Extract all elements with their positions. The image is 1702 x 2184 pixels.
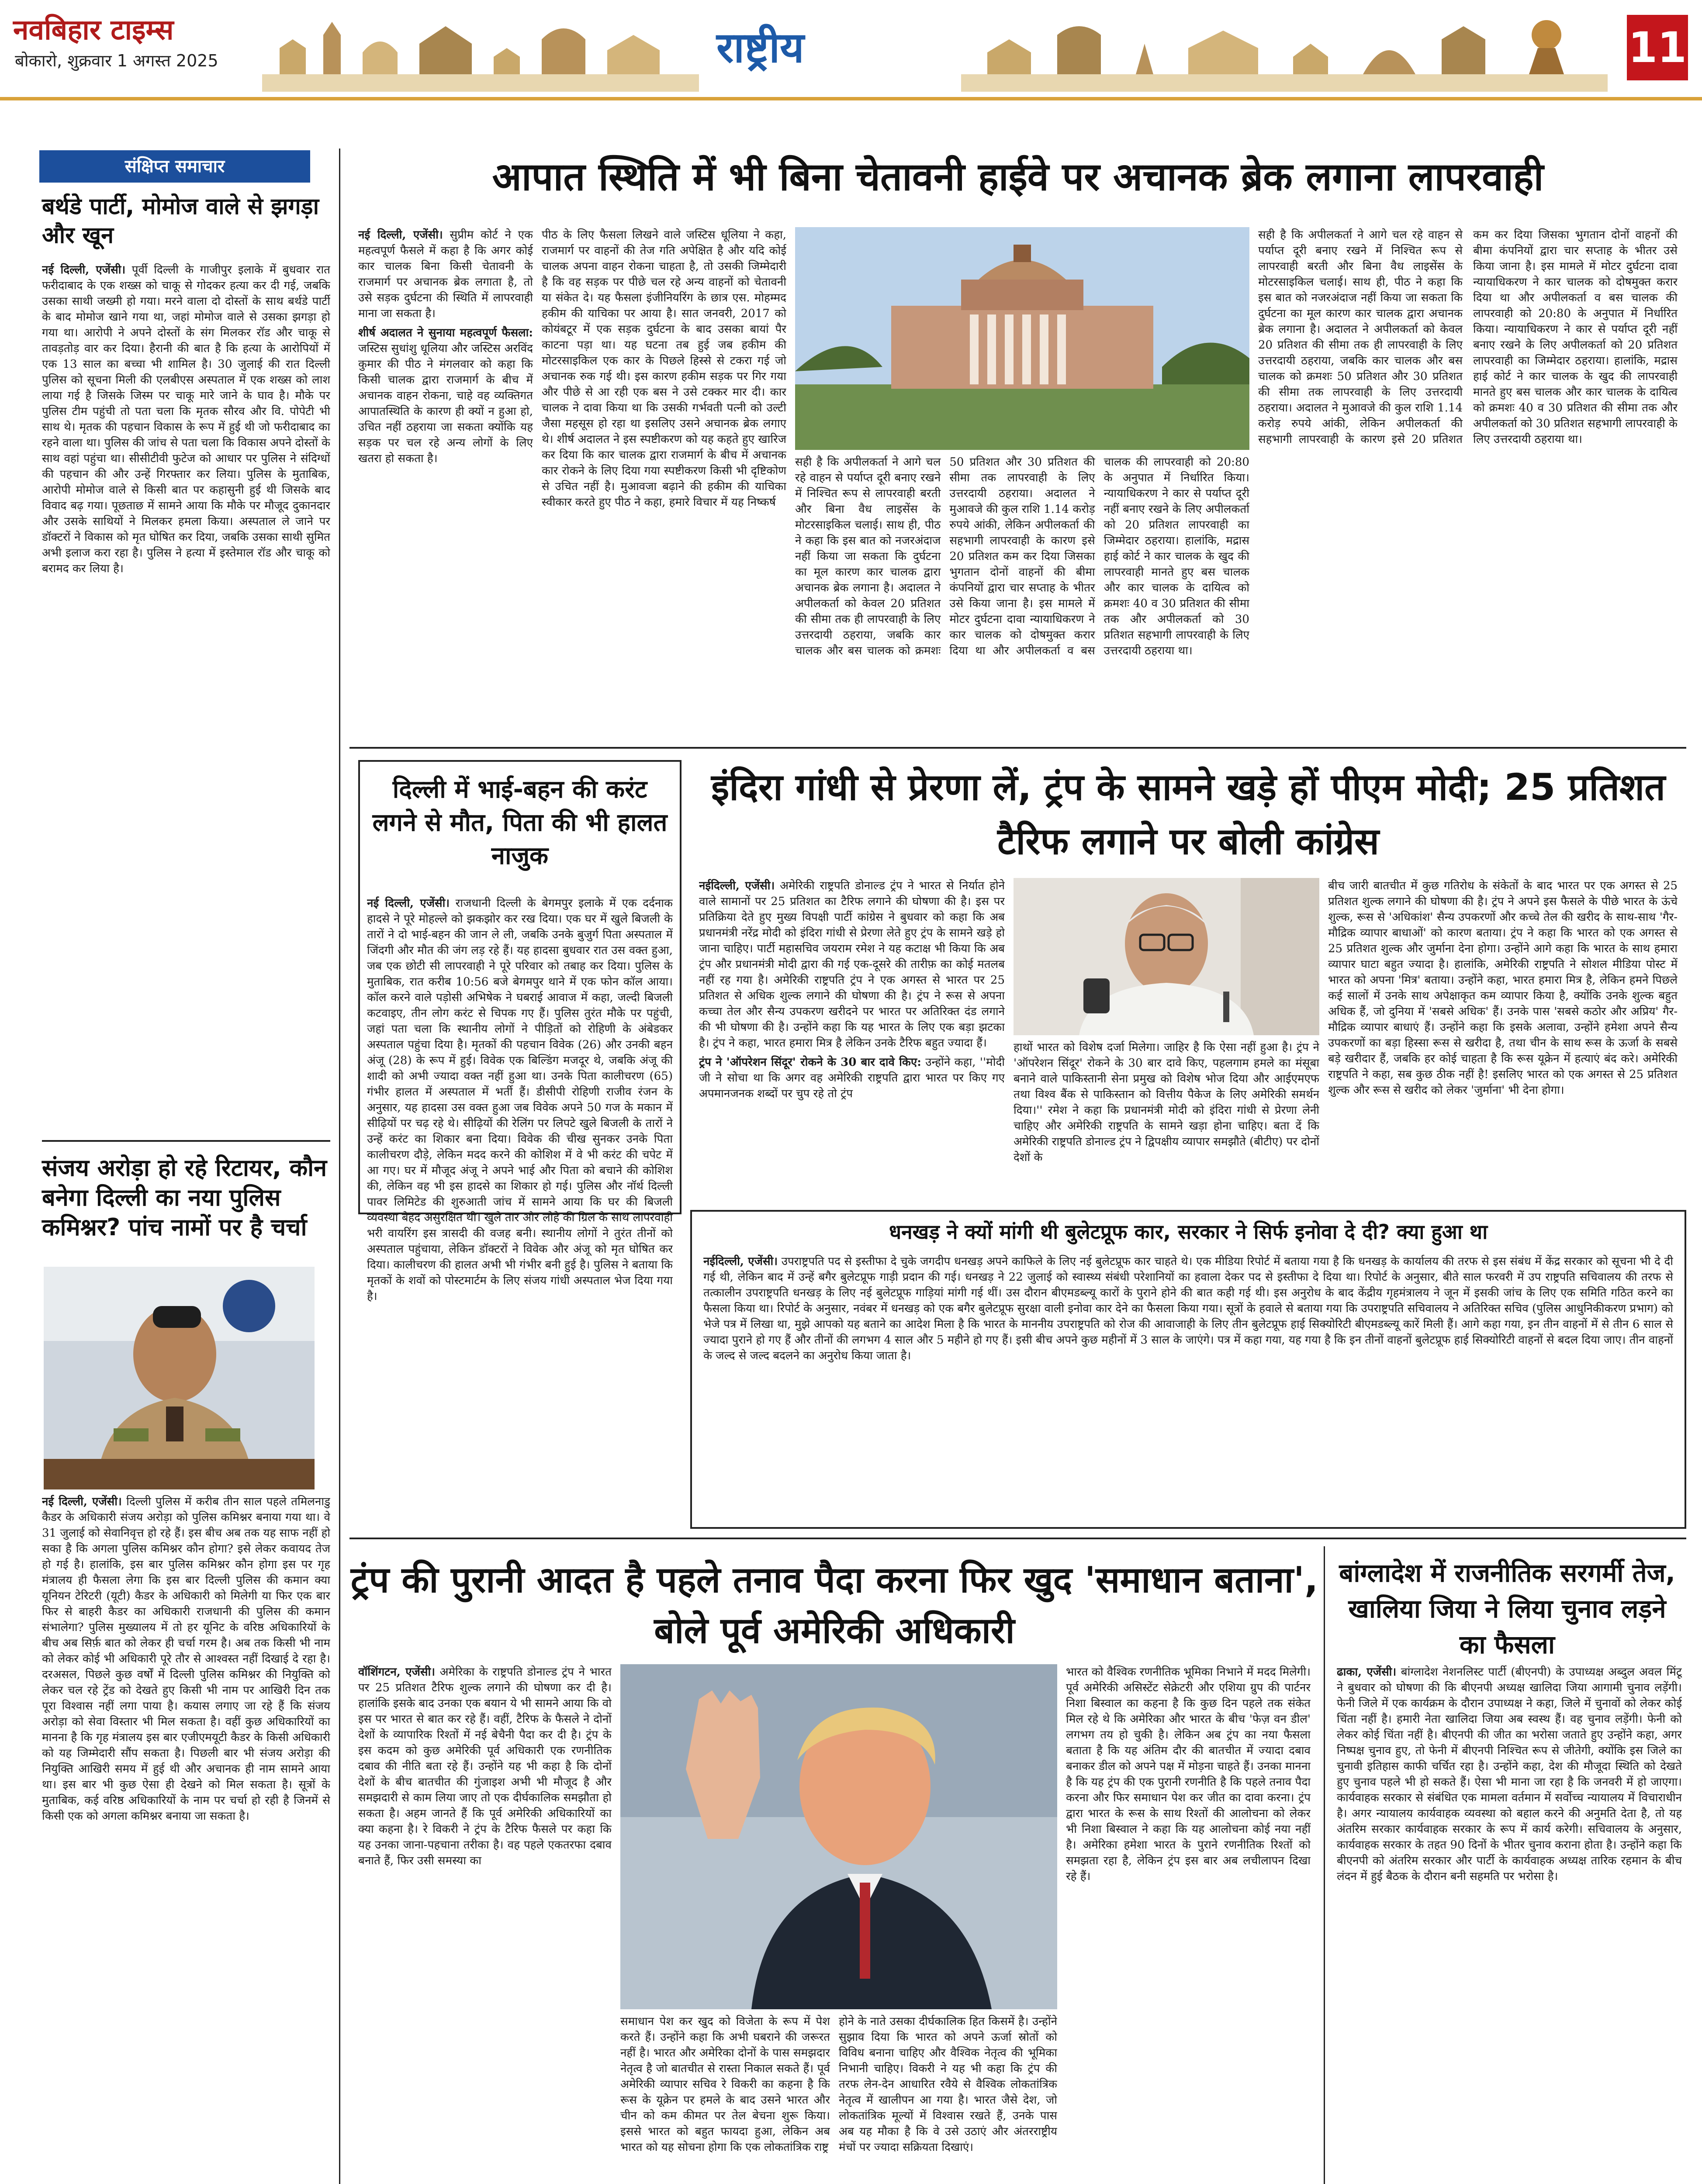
supreme-court-photo [795, 227, 1249, 450]
indira-body1: अमेरिकी राष्ट्रपति डोनाल्ड ट्रंप ने भारत से निर्यात होने वाले सामानों पर 25 प्रतिशत का टैरिफ लगाने की घोषणा की है। इस पर प्रतिक्रिया देते हुए मुख्य विपक्षी पार्टी कांग्रेस ने बुधवार को कहा कि अब प्रधानमंत्री नरेंद्र मोदी को इंदिरा गांधी से प्रेरणा लेते हुए ट्रंप के सामने खड़े हो जाना चाहिए। पार्टी महासचिव जयराम रमेश ने यह कटाक्ष भी किया कि अब ट्रंप और प्रधानमंत्री मोदी द्वारा की गई एक-दूसरे की तारीफ़ का कोई मतलब नहीं रह गया है। अमेरिकी राष्ट्रपति ट्रंप ने एक अगस्त से भारत पर 25 प्रतिशत से अधिक शुल्क लगाने की घोषणा की है। ट्रंप ने रूस से अपना कच्चा तेल और सैन्य उपकरण खरीदने पर भारत पर अतिरिक्त दंड लगाने की भी घोषणा की है। उन्होंने कहा कि यह भारत के लिए एक बड़ा झटका है। ट्रंप ने कहा, भारत हमारा मित्र है लेकिन उनके टैरिफ बहुत ज्यादा हैं। [699, 879, 1005, 1050]
indira-dateline: नईदिल्ली, एजेंसी। [699, 879, 775, 892]
bangladesh-dateline: ढाका, एजेंसी। [1337, 1666, 1397, 1679]
indira-col3 [1328, 878, 1678, 1192]
brief2-headline: संजय अरोड़ा हो रहे रिटायर, कौन बनेगा दिल्ली का नया पुलिस कमिश्नर? पांच नामों पर है चर्चा [42, 1154, 327, 1241]
delhi-text: राजधानी दिल्ली के बेगमपुर इलाके में एक दर्दनाक हादसे ने पूरे मोहल्ले को झकझोर कर रख दिया। एक घर में खुले बिजली के तारों ने दो भाई-बहन की जान ले ली, जबकि उनके बुजुर्ग पिता अस्पताल में जिंदगी और मौत की जंग लड़ रहे हैं। यह हादसा बुधवार रात उस वक्त हुआ, जब एक छोटी सी लापरवाही ने पूरे परिवार को तबाह कर दिया। पुलिस के मुताबिक, रात करीब 10:56 बजे बेगमपुर थाने में एक फोन कॉल आया। कॉल करने वाले पड़ोसी अभिषेक ने घबराई आवाज में कहा, जल्दी बिजली कटवाइए, तीन लोग करंट से चिपक गए हैं। पुलिस तुरंत मौके पर पहुंची, जहां पता चला कि स्थानीय लोगों ने पीड़ितों को रोहिणी के अंबेडकर अस्पताल पहुंचा दिया है। मृतकों की पहचान विवेक (26) और उनकी बहन अंजू (28) के रूप में हुई। विवेक एक बिल्डिंग मजदूर थे, जबकि अंजू की शादी को अभी ज्यादा वक्त नहीं हुआ था। उनके पिता कालीचरण (65) गंभीर हालत में अस्पताल में भर्ती हैं। डीसीपी रोहिणी राजीव रंजन के अनुसार, यह हादसा उस वक्त हुआ जब विवेक अपने 50 गज के मकान में सीढ़ियों पर चढ़ रहे थे। सीढ़ियों की रेलिंग पर लिपटे खुले बिजली के तारों ने उन्हें करंट का शिकार बना दिया। विवेक की चीख सुनकर उनके पिता कालीचरण दौड़े, लेकिन मदद करने की कोशिश में वे भी करंट की चपेट में आ गए। घर में मौजूद अंजू ने अपने भाई और पिता को बचाने की कोशिश की, लेकिन वह भी इस हादसे का शिकार हो गई। पुलिस और नॉर्थ दिल्ली पावर लिमिटेड की शुरुआती जांच में सामने आया कि घर की बिजली व्यवस्था बेहद असुरक्षित थी। खुले तार और लोहे की ग्रिल के साथ लापरवाही भरी वायरिंग इस त्रासदी की वजह बनी। स्थानीय लोगों ने तुरंत तीनों को अस्पताल पहुंचाया, लेकिन डॉक्टरों ने विवेक और अंजू को मृत घोषित कर दिया। कालीचरण की हालत अभी भी गंभीर बनी हुई है। पुलिस ने बताया कि मृतकों के शवों को पोस्टमार्टम के लिए संजय गांधी अस्पताल भेज दिया गया है। [367, 897, 673, 1303]
main-col4 [1258, 227, 1678, 738]
page-number: 11 [1627, 15, 1688, 80]
brief2-body [42, 1494, 330, 2184]
divider [349, 1538, 1686, 1539]
heritage-illustration [262, 9, 699, 92]
bangladesh-body [1337, 1664, 1682, 2184]
section-title: राष्ट्रीय [716, 23, 804, 72]
brief1-text: पूर्वी दिल्ली के गाजीपुर इलाके में बुधवार रात फरीदाबाद के एक शख्स को चाकू से गोदकर हत्या कर दी गई, जबकि उसका साथी जख्मी हो गया। मरने वाला दो दोस्तों के साथ बर्थडे पार्टी के बाद मोमोज खाने गया था, जहां मोमोज वाले से उसका झगड़ा हो गया था। आरोपी ने अपने दोस्तों के संग मिलकर रॉड और चाकू से तावड़तोड़ वार कर दिया। हैरानी की बात है कि हत्या के आरोपियों में एक 13 साल का बच्चा भी शामिल है। 30 जुलाई की रात दिल्ली पुलिस को सूचना मिली की एलबीएस अस्पताल में एक शख्स को लाश लाया गई है जिसके जिस्म पर चाकू मारे जाने के घाव है। मौके पर पुलिस टीम पहुंची तो पता चला कि मृतक सौरव और वि. पोपेटी भी साथ थे। मृतक की पहचान विकास के रूप में हुई थी जो फरीदाबाद का रहने वाला था। पुलिस की जांच से पता चला कि विकास अपने दोस्तों के साथ वहां पहुंचा था। सीसीटीवी फुटेज को आधार पर पुलिस ने संदिग्धों की पहचान की और उन्हें गिरफ्तार कर लिया। पुलिस के मुताबिक, आरोपी मोमोज वाले से किसी बात पर कहासुनी हुई थी जिसके बाद विवाद बढ़ गया। पूछताछ में सामने आया कि मौके पर मौजूद दुकानदार और उसके साथियों ने मिलकर हमला किया। अस्पताल ले जाने पर डॉक्टरों ने विकास को मृत घोषित कर दिया, जबकि उसका साथी सुमित अभी इलाज करा रहा है। पुलिस ने हत्या में इस्तेमाल रॉड और चाकू को बरामद कर लिया है। [42, 263, 330, 575]
indira-col1 [699, 878, 1005, 1192]
trump-body1: अमेरिका के राष्ट्रपति डोनाल्ड ट्रंप ने भारत पर 25 प्रतिशत टैरिफ शुल्क लगाने की घोषणा कर दी है। हालांकि इसके बाद उनका एक बयान ये भी सामने आया कि वो इस पर भारत से बात कर रहे हैं। वहीं, टैरिफ के फैसले ने दोनों देशों के व्यापारिक रिश्तों में नई बेचैनी पैदा कर दी है। ट्रंप के इस कदम को कुछ अमेरिकी पूर्व अधिकारी एक रणनीतिक दबाव की नीति बता रहे हैं। उन्होंने यह भी कहा है कि दोनों देशों के बीच बातचीत की गुंजाइश अभी भी मौजूद है और समझदारी से काम लिया जाए तो एक दीर्घकालिक समझौता हो सकता है। अहम जानते हैं कि पूर्व अमेरिकी अधिकारियों का क्या कहना है। रे विकरी ने ट्रंप के टैरिफ फैसले पर कहा कि यह उनका जाना-पहचाना तरीका है। वह पहले एकतरफा दबाव बनाते हैं, फिर उसी समस्या का [358, 1666, 612, 1867]
main-body3: पीठ के लिए फैसला लिखने वाले जस्टिस धूलिया ने कहा, राजमार्ग पर वाहनों की तेज गति अपेक्षित है और यदि कोई चालक अपना वाहन रोकना चाहता है, तो उसकी जिम्मेदारी है कि वह सड़क पर पीछे चल रहे अन्य वाहनों को चेतावनी या संकेत दे। यह फैसला इंजीनियरिंग के छात्र एस. मोहम्मद हकीम की याचिका पर आया है। सात जनवरी, 2017 को कोयंबटूर में एक सड़क दुर्घटना के बाद उसका बायां पैर काटना पड़ा था। यह घटना तब हुई जब हकीम की मोटरसाइकिल एक कार के पिछले हिस्से से टकरा गई जो अचानक रुक गई थी। इस कारण हकीम सड़क पर गिर गया और पीछे से आ रही एक बस ने उसे टक्कर मार दी। कार चालक ने दावा किया था कि उसकी गर्भवती पत्नी को उल्टी जैसा महसूस हो रहा था इसलिए उसने अचानक ब्रेक लगाए थे। शीर्ष अदालत ने इस स्पष्टीकरण को यह कहते हुए खारिज कर दिया कि कार चालक द्वारा राजमार्ग के बीच में अचानक कार रोकने के लिए दिया गया स्पष्टीकरण किसी भी दृष्टिकोण से उचित नहीं है। मुआवजा बढ़ाने की हकीम की याचिका स्वीकार करते हुए पीठ ने कहा, हमारे विचार में यह निष्कर्ष [542, 228, 786, 509]
brief1-body [42, 262, 330, 1136]
delhi-headline: दिल्ली में भाई-बहन की करंट लगने से मौत, पिता की भी हालत नाजुक [372, 775, 668, 870]
indira-body4: बीच जारी बातचीत में कुछ गतिरोध के संकेतों के बाद भारत पर एक अगस्त से 25 प्रतिशत शुल्क लगाने की घोषणा की है। ट्रंप ने अपने इस फैसले के पीछे भारत के ऊंचे शुल्क, रूस से 'अधिकांश' सैन्य उपकरणों और कच्चे तेल की खरीद के साथ-साथ 'गैर-मौद्रिक व्यापार बाधाओं' को कारण बताया। ट्रंप ने कहा कि भारत को एक अगस्त से 25 प्रतिशत शुल्क और जुर्माना देना होगा। उन्होंने आगे कहा कि भारत के साथ हमारा व्यापार घाटा बहुत ज्यादा है। हालांकि, अमेरिकी राष्ट्रपति ने सोशल मीडिया पोस्ट में भारत को अपना 'मित्र' बताया। उन्होंने कहा, भारत हमारा मित्र है, लेकिन हमने पिछले कई सालों में उनके साथ अपेक्षाकृत कम व्यापार किया है, क्योंकि उनके शुल्क बहुत अधिक हैं, जो दुनिया में 'सबसे अधिक' हैं। उनके पास 'सबसे कठोर और अप्रिय' गैर-मौद्रिक व्यापार बाधाएं हैं। उन्होंने कहा कि इसके अलावा, उन्होंने हमेशा अपने सैन्य उपकरणों का बड़ा हिस्सा रूस से खरीदा है, तथा चीन के साथ रूस के ऊर्जा के सबसे बड़े खरीदार हैं, जबकि हर कोई चाहता है कि रूस यूक्रेन में हत्याएं बंद करे। अमेरिकी राष्ट्रपति ने कहा, सब कुछ ठीक नहीं है! इसलिए भारत को एक अगस्त से 25 प्रतिशत शुल्क और रूस से खरीद को लेकर 'जुर्माना' भी देना होगा। [1328, 879, 1678, 1097]
donald-trump-photo [620, 1664, 1057, 2009]
trump-body4: भारत को वैश्विक रणनीतिक भूमिका निभाने में मदद मिलेगी। पूर्व अमेरिकी असिस्टेंट सेक्रेटरी और एशिया ग्रुप की पार्टनर निशा बिस्वाल का कहना है कि कुछ दिन पहले तक संकेत मिल रहे थे कि अमेरिका और भारत के बीच 'फेज़ वन डील' लगभग तय हो चुकी है। लेकिन अब ट्रंप का नया फैसला बताता है कि यह अंतिम दौर की बातचीत में ज्यादा दबाव बनाकर डील को अपने पक्ष में मोड़ना चाहते हैं। उनका मानना है कि यह ट्रंप की एक पुरानी रणनीति है कि पहले तनाव पैदा करना और फिर समाधान पेश कर जीत का दावा करना। ट्रंप द्वारा भारत के रूस के साथ रिश्तों की आलोचना को लेकर भी निशा बिस्वाल ने कहा कि यह आलोचना कोई नया नहीं है। अमेरिका हमेशा भारत के पुराने रणनीतिक रिश्तों को समझता रहा है, लेकिन ट्रंप इस बार अब लचीलापन दिखा रहे हैं। [1066, 1666, 1311, 1883]
trump-col2 [620, 2014, 830, 2184]
dhankhar-dateline: नईदिल्ली, एजेंसी। [703, 1255, 778, 1268]
jairam-ramesh-photo [1014, 878, 1319, 1035]
newspaper-logo: नवबिहार टाइम्स [13, 14, 174, 46]
main-dateline: नई दिल्ली, एजेंसी। [358, 228, 443, 242]
main-subhead: शीर्ष अदालत ने सुनाया महत्वपूर्ण फैसला: [358, 326, 533, 339]
dhankhar-text: उपराष्ट्रपति पद से इस्तीफा दे चुके जगदीप धनखड़ अपने काफिले के लिए नई बुलेटप्रूफ कार चाहते थे। एक मीडिया रिपोर्ट में बताया गया है कि धनखड़ के कार्यालय की तरफ से इस संबंध में केंद्र सरकार को सूचना भी दे दी गई थी, लेकिन बाद में उन्हें बगैर बुलेटप्रूफ गाड़ी प्रदान की गई। धनखड़ ने 22 जुलाई को स्वास्थ्य संबंधी परेशानियों का हवाला देकर पद से इस्तीफा दे दिया था। रिपोर्ट के अनुसार, बीते साल फरवरी में उप राष्ट्रपति सचिवालय की तरफ से तत्कालीन उपराष्ट्रपति धनखड़ के लिए नई बुलेटप्रूफ गाड़ियां मांगी गई थीं। उस दौरान बीएमडब्ल्यू कारों के पुराने होने की बात कही गई थी। इस अनुरोध के बाद केंद्रीय गृहमंत्रालय ने जून में इसकी जांच के लिए एक समिति गठित करने का फैसला किया था। रिपोर्ट के अनुसार, नवंबर में धनखड़ को एक बगैर बुलेटप्रूफ सुरक्षा वाली इनोवा कार देने का फैसला किया गया। सूत्रों के हवाले से बताया गया कि उपराष्ट्रपति सचिवालय ने अतिरिक्त सचिव (पुलिस आधुनिकीकरण प्रभाग) को भेजे पत्र में लिखा था, मुझे आपको यह बताने का आदेश मिला है कि भारत के माननीय उपराष्ट्रपति को रोज की आवाजाही के लिए तीन बुलेटप्रूफ हाई सिक्योरिटी बीएमडब्ल्यू कारें मिली हैं। आगे कहा गया, इन तीन वाहनों में से तीन 6 साल से ज्यादा पुराने हो गए हैं और तीनों की लगभग 4 साल और 5 महीने हो गए हैं। इसी बीच अपने कुछ महीनों में 3 साल के जाएंगे। पत्र में कहा गया, यह गया है कि इन तीनों वाहनों बुलेटप्रूफ हाई सिक्योरिटी वाहनों से बदल दिया जाए। तीन वाहनों के जल्द से जल्द बदलने का अनुरोध किया जाता है। [703, 1255, 1673, 1362]
brief1-dateline: नई दिल्ली, एजेंसी। [42, 263, 126, 276]
brief-section-header: संक्षिप्त समाचार [39, 150, 310, 183]
main-headline: आपात स्थिति में भी बिना चेतावनी हाईवे पर अचानक ब्रेक लगाना लापरवाही [492, 154, 1544, 199]
trump-dateline: वॉशिंगटन, एजेंसी। [358, 1666, 436, 1679]
dhankhar-headline: धनखड़ ने क्यों मांगी थी बुलेटप्रूफ कार, सरकार ने सिर्फ इनोवा दे दी? क्या हुआ था [889, 1220, 1488, 1244]
indira-col2 [1014, 1040, 1319, 1192]
brief2-text: दिल्ली पुलिस में करीब तीन साल पहले तमिलनाडु कैडर के अधिकारी संजय अरोड़ा को पुलिस कमिश्नर बनाया गया था। वे 31 जुलाई को सेवानिवृत्त हो रहे हैं। इस बीच अब तक यह साफ नहीं हो सका है कि अगला पुलिस कमिश्नर कौन होगा? इसे लेकर कवायद तेज हो गई है। हालांकि, इस बार पुलिस कमिश्नर कौन होगा इस पर गृह मंत्रालय ही फैसला लेगा कि इस बार दिल्ली पुलिस की कमान क्या यूनियन टेरिटरी (यूटी) कैडर के अधिकारी को मिलेगी या फिर एक बार फिर से बाहरी कैडर का अधिकारी राजधानी की पुलिस की कमान संभालेगा? पुलिस मुख्यालय में तो हर यूनिट के वरिष्ठ अधिकारियों के बीच अब सिर्फ़ बात को लेकर ही चर्चा गरम है। अब तक किसी भी नाम को लेकर कोई भी अधिकारी पूरे तौर से आश्वस्त नहीं दिखाई दे रहा है। दरअसल, पिछले कुछ वर्षों में दिल्ली पुलिस कमिश्नर की नियुक्ति को लेकर चल रहे ट्रेंड को देखते हुए किसी भी नाम पर आखिरी दिन तक पूरा विश्वास नहीं लगा पाया है। कयास लगाए जा रहे हैं कि संजय अरोड़ा को सेवा विस्तार भी मिल सकता है। वहीं कुछ अधिकारियों का मानना है कि गृह मंत्रालय इस बार एजीएमयूटी कैडर के किसी अधिकारी को यह जिम्मेदारी सौंप सकता है। पिछली बार भी संजय अरोड़ा की नियुक्ति आखिरी समय में हुई थी और अचानक ही नाम सामने आया था। इस बार भी कुछ ऐसा ही देखने को मिल सकता है। सूत्रों के मुताबिक, कई वरिष्ठ अधिकारियों के नाम पर चर्चा हो रही है जिनमें से किसी एक को अगला कमिश्नर बनाया जा सकता है। [42, 1495, 330, 1823]
trump-body3: होने के नाते उसका दीर्घकालिक हित किसमें है। उन्होंने सुझाव दिया कि भारत को अपने ऊर्जा स्रोतों को विविध बनाना चाहिए और वैश्विक नेतृत्व की भूमिका निभानी चाहिए। विकरी ने यह भी कहा कि ट्रंप की तरफ लेन-देन आधारित रवैये से वैश्विक लोकतांत्रिक नेतृत्व में खालीपन आ गया है। भारत जैसे देश, जो लोकतांत्रिक मूल्यों में विश्वास रखते हैं, उनके पास अब यह मौका है कि वे उसे उठाएं और अंतरराष्ट्रीय मंचों पर ज्यादा सक्रियता दिखाएं। [839, 2015, 1057, 2154]
indira-headline: इंदिरा गांधी से प्रेरणा लें, ट्रंप के सामने खड़े हों पीएम मोदी; 25 प्रतिशत टैरिफ लगाने पर बोली कांग्रेस [711, 766, 1666, 863]
main-body2: जस्टिस सुधांशु धूलिया और जस्टिस अरविंद कुमार की पीठ ने मंगलवार को कहा कि किसी चालक द्वारा राजमार्ग के बीच में अचानक वाहन रोकना, चाहे वह व्यक्तिगत आपातस्थिति के कारण ही क्यों न हुआ हो, उचित नहीं ठहराया जा सकता क्योंकि यह सड़क पर चल रहे अन्य लोगों के लिए खतरा हो सकता है। [358, 342, 533, 465]
issue-date: बोकारो, शुक्रवार 1 अगस्त 2025 [15, 51, 218, 70]
trump-col1 [358, 1664, 612, 2184]
main-col1 [358, 227, 533, 743]
indira-subhead: ट्रंप ने 'ऑपरेशन सिंदूर' रोकने के 30 बार दावे किए: [699, 1056, 921, 1069]
trump-col4 [1066, 1664, 1311, 2184]
trump-col3 [839, 2014, 1057, 2184]
masthead [0, 0, 1702, 100]
indira-body3: हाथों भारत को विशेष दर्जा मिलेगा। जाहिर है कि ऐसा नहीं हुआ है। ट्रंप ने 'ऑपरेशन सिंदूर' रोकने के 30 बार दावे किए, पहलगाम हमले का मंसूबा बनाने वाले पाकिस्तानी सेना प्रमुख को विशेष भोज दिया और आईएमएफ तथा विश्व बैंक से पाकिस्तान को वित्तीय पैकेज के लिए अमेरिकी समर्थन दिया।'' रमेश ने कहा कि प्रधानमंत्री मोदी को इंदिरा गांधी से प्रेरणा लेनी चाहिए और अमेरिकी राष्ट्रपति के सामने खड़ा होना चाहिए। बता दें कि अमेरिकी राष्ट्रपति डोनाल्ड ट्रंप ने द्विपक्षीय व्यापार समझौते (बीटीए) पर दोनों देशों के [1014, 1041, 1319, 1164]
main-col2 [542, 227, 786, 743]
bangladesh-headline: बांग्लादेश में राजनीतिक सरगर्मी तेज, खालिया जिया ने लिया चुनाव लड़ने का फैसला [1339, 1558, 1675, 1659]
main-body4: सही है कि अपीलकर्ता ने आगे चल रहे वाहन से पर्याप्त दूरी बनाए रखने में निश्चित रूप से लापरवाही बरती और बिना वैध लाइसेंस के मोटरसाइकिल चलाई। साथ ही, पीठ ने कहा कि इस बात को नजरअंदाज नहीं किया जा सकता कि दुर्घटना का मूल कारण कार चालक द्वारा अचानक ब्रेक लगाना है। अदालत ने अपीलकर्ता को केवल 20 प्रतिशत की सीमा तक ही लापरवाही के लिए उत्तरदायी ठहराया, जबकि कार चालक और बस चालक को क्रमशः 50 प्रतिशत और 30 प्रतिशत की सीमा तक लापरवाही के लिए उत्तरदायी ठहराया। अदालत ने मुआवजे की कुल राशि 1.14 करोड़ रुपये आंकी, लेकिन अपीलकर्ता की सहभागी लापरवाही के कारण इसे 20 प्रतिशत कम कर दिया जिसका भुगतान दोनों वाहनों की बीमा कंपनियों द्वारा चार सप्ताह के भीतर उसे किया जाना है। इस मामले में मोटर दुर्घटना दावा न्यायाधिकरण ने कार चालक को दोषमुक्त करार दिया था और अपीलकर्ता व बस चालक की लापरवाही को 20:80 के अनुपात में निर्धारित किया। न्यायाधिकरण ने कार से पर्याप्त दूरी नहीं बनाए रखने के लिए अपीलकर्ता को 20 प्रतिशत लापरवाही का जिम्मेदार ठहराया। हालांकि, मद्रास हाई कोर्ट ने कार चालक के खुद की लापरवाही मानते हुए बस चालक और कार चालक के दायित्व को क्रमशः 40 व 30 प्रतिशत की सीमा तक और अपीलकर्ता को 30 प्रतिशत सहभागी लापरवाही के लिए उत्तरदायी ठहराया था। [795, 456, 1249, 657]
delhi-body [367, 895, 673, 1603]
main-body1: सुप्रीम कोर्ट ने एक महत्वपूर्ण फैसले में कहा है कि अगर कोई कार चालक बिना किसी चेतावनी के राजमार्ग पर अचानक ब्रेक लगाता है, तो उसे सड़क दुर्घटना की स्थिति में लापरवाही माना जा सकता है। [358, 228, 533, 320]
brief2-dateline: नई दिल्ली, एजेंसी। [42, 1495, 122, 1508]
indira-body2: उन्होंने कहा, ''मोदी जी ने सोचा था कि अगर वह अमेरिकी राष्ट्रपति द्वारा भारत पर किए गए अपमानजनक शब्दों पर चुप रहे तो ट्रंप [699, 1056, 1005, 1100]
dhankhar-body [703, 1254, 1673, 1516]
bangladesh-text: बांग्लादेश नेशनलिस्ट पार्टी (बीएनपी) के उपाध्यक्ष अब्दुल अवल मिंटू ने बुधवार को घोषणा की कि बीएनपी अध्यक्ष खालिदा जिया आगामी चुनाव लड़ेंगी। फेनी जिले में एक कार्यक्रम के दौरान उपाध्यक्ष ने कहा, जिले में चुनावों को लेकर कोई चिंता नहीं है। हमारी नेता खालिदा जिया अब स्वस्थ हैं। वह चुनाव लड़ेंगी। फेनी को लेकर कोई चिंता नहीं है। बीएनपी की जीत का भरोसा जताते हुए उन्होंने कहा, अगर निष्पक्ष चुनाव हुए, तो फेनी में बीएनपी निश्चित रूप से जीतेगी, क्योंकि इस जिले का चुनावी इतिहास काफी चर्चित रहा है। उन्होंने कहा, देश की मौजूदा स्थिति को देखते हुए चुनाव पहले भी हो सकते हैं। ऐसा भी माना जा रहा है कि जनवरी में हो जाएगा। कार्यवाहक सरकार से संबंधित एक मामला वर्तमान में सर्वोच्च न्यायालय में विचाराधीन है। अगर न्यायालय कार्यवाहक व्यवस्था को बहाल करने की अनुमति देता है, तो यह अंतरिम सरकार कार्यवाहक सरकार के रूप में कार्य करेगी। सचिवालय के अनुसार, कार्यवाहक सरकार के तहत 90 दिनों के भीतर चुनाव कराना होता है। उन्होंने कहा कि बीएनपी को अंतरिम सरकार और पार्टी के कार्यवाहक अध्यक्ष तारिक रहमान के बीच लंदन में हुई बैठक के दौरान बनी सहमति पर भरोसा है। [1337, 1666, 1682, 1883]
column-rule [1324, 1546, 1325, 2184]
trump-headline: ट्रंप की पुरानी आदत है पहले तनाव पैदा करना फिर खुद 'समाधान बताना', बोले पूर्व अमेरिकी अधिकारी [350, 1559, 1318, 1652]
delhi-dateline: नई दिल्ली, एजेंसी। [367, 897, 450, 910]
brief1-headline: बर्थडे पार्टी, मोमोज वाले से झगड़ा और खून [42, 194, 319, 249]
divider [42, 1140, 330, 1142]
police-officer-photo [44, 1267, 315, 1489]
trump-body2: समाधान पेश कर खुद को विजेता के रूप में पेश करते हैं। उन्होंने कहा कि अभी घबराने की जरूरत नहीं है। भारत और अमेरिका दोनों के पास समझदार नेतृत्व है जो बातचीत से रास्ता निकाल सकते हैं। पूर्व अमेरिकी व्यापार सचिव रे विकरी का कहना है कि रूस के यूक्रेन पर हमले के बाद उसने भारत और चीन को कम कीमत पर तेल बेचना शुरू किया। इससे भारत को बहुत फायदा हुआ, लेकिन अब भारत को यह सोचना होगा कि एक लोकतांत्रिक राष्ट्र [620, 2015, 830, 2154]
column-rule [339, 149, 340, 2184]
heritage-illustration-right [961, 9, 1608, 92]
main-col3 [795, 454, 1249, 738]
main-body5: सही है कि अपीलकर्ता ने आगे चल रहे वाहन से पर्याप्त दूरी बनाए रखने में निश्चित रूप से लापरवाही बरती और बिना वैध लाइसेंस के मोटरसाइकिल चलाई। साथ ही, पीठ ने कहा कि इस बात को नजरअंदाज नहीं किया जा सकता कि दुर्घटना का मूल कारण कार चालक द्वारा अचानक ब्रेक लगाना है। अदालत ने अपीलकर्ता को केवल 20 प्रतिशत की सीमा तक ही लापरवाही के लिए उत्तरदायी ठहराया, जबकि कार चालक और बस चालक को क्रमशः 50 प्रतिशत और 30 प्रतिशत की सीमा तक लापरवाही के लिए उत्तरदायी ठहराया। अदालत ने मुआवजे की कुल राशि 1.14 करोड़ रुपये आंकी, लेकिन अपीलकर्ता की सहभागी लापरवाही के कारण इसे 20 प्रतिशत कम कर दिया जिसका भुगतान दोनों वाहनों की बीमा कंपनियों द्वारा चार सप्ताह के भीतर उसे किया जाना है। इस मामले में मोटर दुर्घटना दावा न्यायाधिकरण ने कार चालक को दोषमुक्त करार दिया था और अपीलकर्ता व बस चालक की लापरवाही को 20:80 के अनुपात में निर्धारित किया। न्यायाधिकरण ने कार से पर्याप्त दूरी नहीं बनाए रखने के लिए अपीलकर्ता को 20 प्रतिशत लापरवाही का जिम्मेदार ठहराया। हालांकि, मद्रास हाई कोर्ट ने कार चालक के खुद की लापरवाही मानते हुए बस चालक और कार चालक के दायित्व को क्रमशः 40 व 30 प्रतिशत की सीमा तक और अपीलकर्ता को 30 प्रतिशत सहभागी लापरवाही के लिए उत्तरदायी ठहराया था। [1258, 228, 1678, 446]
divider [349, 747, 1686, 749]
